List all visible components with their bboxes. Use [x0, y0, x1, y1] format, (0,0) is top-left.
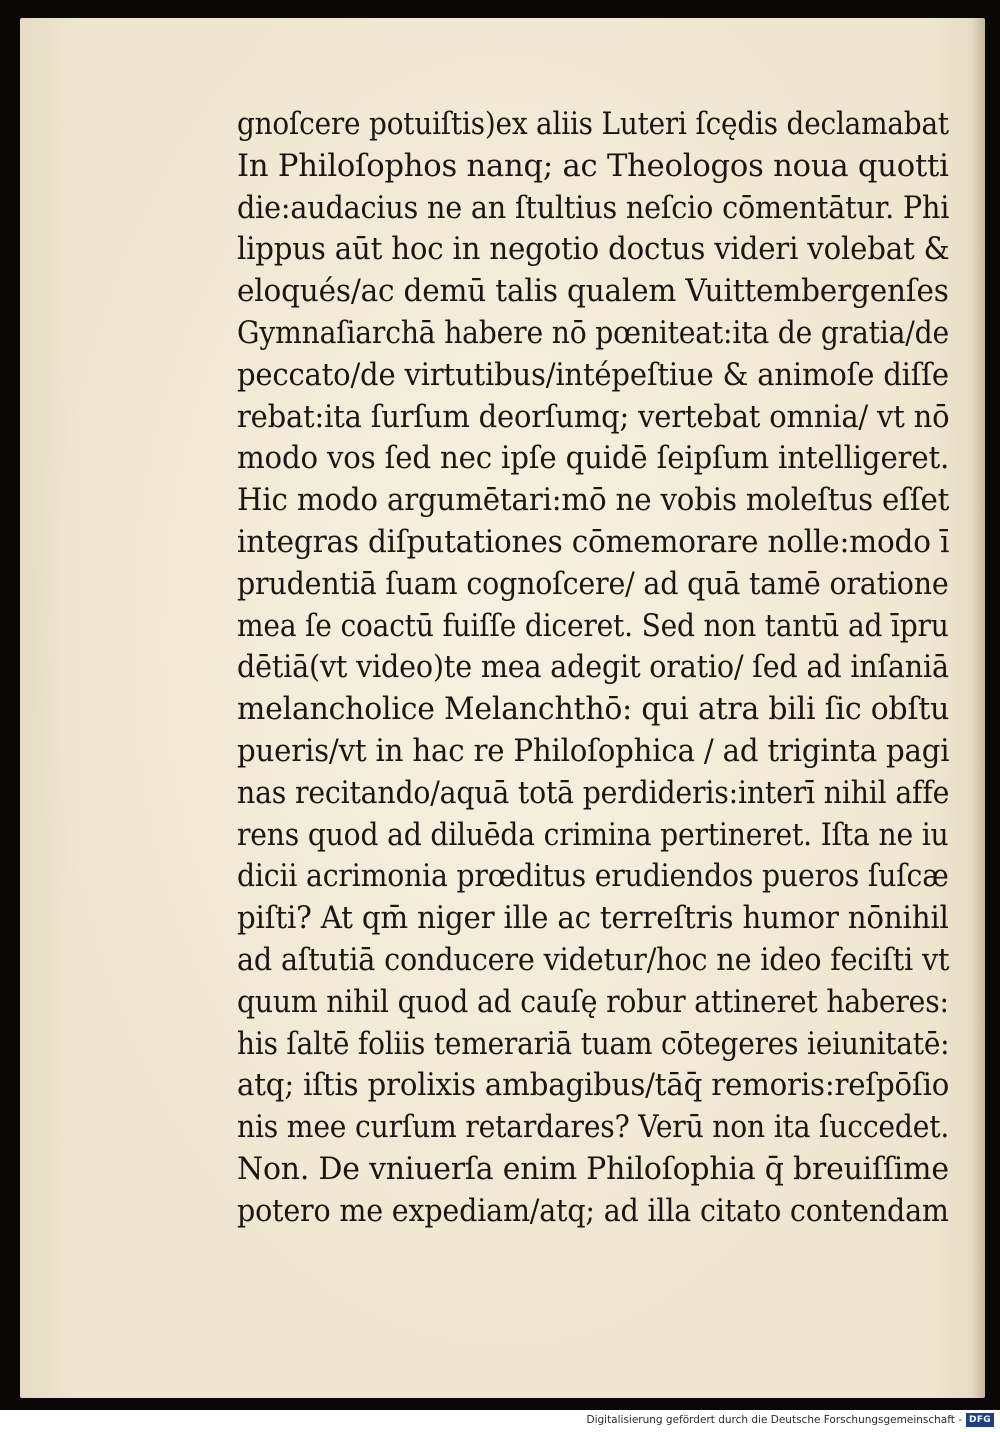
text-line-10: Hic modo argumētari:mō ne vobis moleſtus eſſet: [237, 482, 950, 519]
text-line-24: atq; iſtis prolixis ambagibus/tāq̄ remoris:reſpōſio: [237, 1067, 950, 1104]
funding-credit: Digitalisierung gefördert durch die Deutsche Forschungsgemeinschaft -: [586, 1414, 962, 1426]
text-line-8: rebat:ita ſurſum deorſumq; vertebat omnia/ vt nō: [237, 398, 950, 435]
text-line-9: modo vos ſed nec ipſe quidē ſeipſum intelligeret.: [237, 440, 950, 477]
text-line-22: quum nihil quod ad cauſę robur attineret haberes:: [237, 983, 949, 1020]
gutter-shadow: [971, 18, 985, 1398]
text-line-4: lippus aūt hoc in negotio doctus videri volebat &: [237, 231, 950, 268]
text-line-16: pueris/vt in hac re Philoſophica / ad triginta pagi: [237, 732, 950, 769]
text-line-7: peccato/de virtutibus/intépeſtiue & animoſe diſſe: [237, 356, 949, 393]
text-line-23: his ſaltē foliis temerariā tuam cōtegeres ieiunitatē:: [237, 1025, 950, 1062]
text-line-6: Gymnaſiarchā habere nō pœniteat:ita de gratia/de: [237, 314, 949, 351]
text-line-14: dētiā(vt video)te mea adegit oratio/ ſed ad inſaniā: [237, 649, 949, 686]
text-line-15: melancholice Melanchthō: qui atra bili ſic obſtu: [237, 691, 950, 728]
text-line-27: potero me expediam/atq; ad illa citato contendam: [237, 1192, 949, 1229]
text-line-25: nis mee curſum retardares? Verū non ita ſuccedet.: [237, 1109, 950, 1146]
text-line-19: dicii acrimonia prœditus erudiendos pueros ſuſcæ: [237, 858, 949, 895]
text-line-3: die:audacius ne an ſtultius neſcio cōmentātur. Phi: [237, 189, 950, 226]
text-line-26: Non. De vniuerſa enim Philoſophia q̄ breuiſſime: [237, 1150, 949, 1187]
text-line-12: prudentiā ſuam cognoſcere/ ad quā tamē oratione: [237, 565, 949, 602]
footer-bar: [0, 1410, 1000, 1432]
text-line-2: In Philoſophos nanq; ac Theologos noua quotti: [237, 147, 949, 184]
text-line-20: piſti? At qm̄ niger ille ac terreſtris humor nōnihil: [237, 900, 949, 937]
text-line-5: eloqués/ac demū talis qualem Vuittembergenſes: [237, 273, 949, 310]
page-text: [237, 104, 949, 1233]
text-line-13: mea ſe coactū fuiſſe diceret. Sed non tantū ad īpru: [237, 607, 949, 644]
text-line-11: integras diſputationes cōmemorare nolle:modo ī: [237, 523, 950, 560]
dfg-logo: DFG: [966, 1413, 994, 1427]
text-line-1: gnoſcere potuiſtis)ex aliis Luteri ſcędis declamabat: [237, 106, 949, 142]
text-line-17: nas recitando/aquā totā perdideris:interī nihil affe: [237, 774, 950, 811]
text-line-18: rens quod ad diluēda crimina pertineret. Iſta ne iu: [237, 816, 949, 853]
text-line-21: ad aſtutiā conducere videtur/hoc ne ideo feciſti vt: [237, 941, 950, 978]
